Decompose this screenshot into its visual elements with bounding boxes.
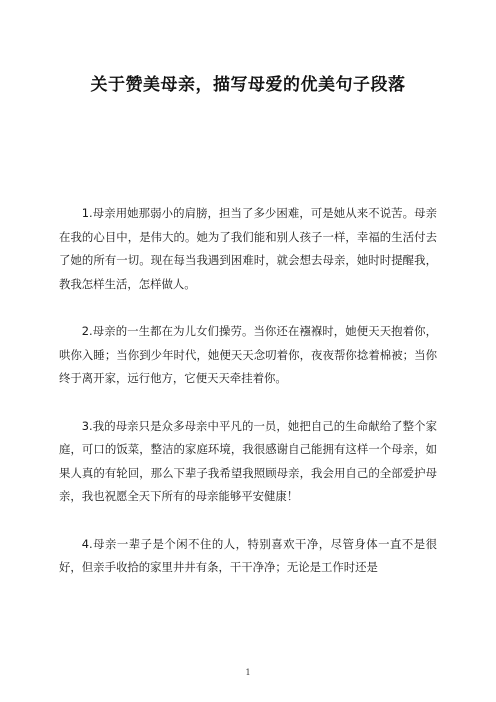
- paragraph-3: 3.我的母亲只是众多母亲中平凡的一员，她把自己的生命献给了整个家庭，可口的饭菜，整洁的家庭环境，我很感谢自己能拥有这样一个母亲，如果人真的有轮回，那么下辈子我希望我照顾母亲，我会用自己的全部爱护母亲，我也祝愿全天下所有的母亲能够平安健康！: [59, 418, 437, 503]
- paragraph-4: 4.母亲一辈子是个闲不住的人，特别喜欢干净，尽管身体一直不是很好，但亲手收拾的家里井井有条，干干净净；无论是工作时还是: [59, 536, 437, 574]
- document-title: 关于赞美母亲，描写母爱的优美句子段落: [90, 75, 406, 95]
- paragraph-2: 2.母亲的一生都在为儿女们操劳。当你还在襁褓时，她便天天抱着你，哄你入睡；当你到少年时代，她便天天念叨着你，夜夜帮你捻着棉被；当你终于离开家，远行他方，它便天天牵挂着你。: [59, 324, 437, 385]
- page-number: 1: [245, 668, 251, 677]
- document-body: [59, 202, 437, 604]
- paragraph-1: 1.母亲用她那弱小的肩膀，担当了多少困难，可是她从来不说苦。母亲在我的心目中，是伟大的。她为了我们能和别人孩子一样，幸福的生活付去了她的所有一切。现在每当我遇到困难时，就会想去母亲，她时时提醒我，教我怎样生活，怎样做人。: [59, 206, 437, 291]
